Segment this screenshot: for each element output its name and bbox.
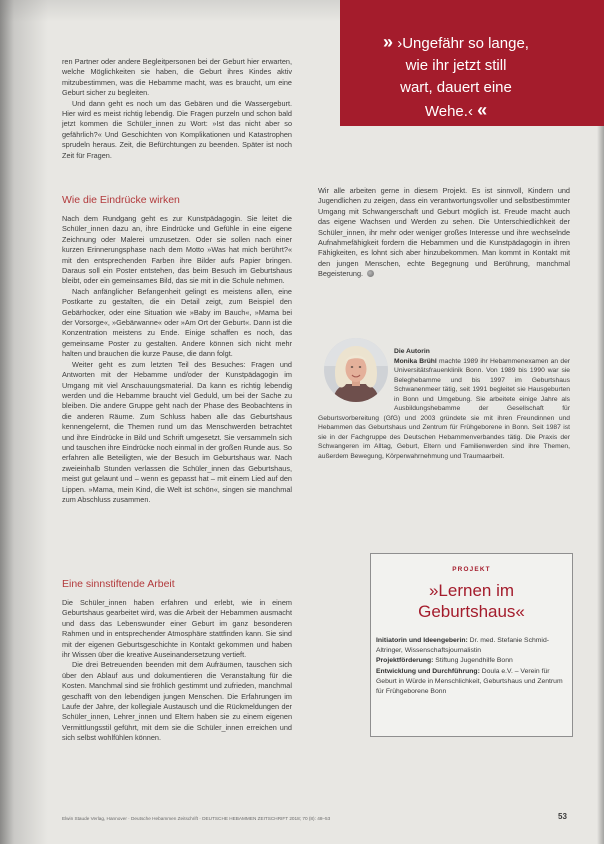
project-title-line: Geburtshaus« — [418, 602, 525, 621]
project-entry — [376, 636, 566, 656]
author-name: Monika Brühl — [394, 357, 437, 365]
body-paragraph: Nach dem Rundgang geht es zur Kunstpädagogin. Sie leitet die Schüler_innen dazu an, ihre Eindrücke und Gefühle in eine eigene Zeichnung oder Malerei umzusetzen. Oder sie sollen nach einer kurzen Erinnerungsphase nach dem Motto »Was hat mich berührt?« mit den entsprechenden Farben ihre Bilder aufs Papier bringen. Daraus soll ein Poster entstehen, das beim Besuch im Geburtshaus bleibt, oder ein gemeinsames Bild, das sie mit in die Schule nehmen. — [62, 214, 292, 286]
scan-top-shadow — [0, 0, 340, 22]
pull-quote-line: wart, dauert eine — [400, 79, 512, 96]
pull-quote-line: wie ihr jetzt still — [405, 57, 507, 74]
project-entry-term: Initiatorin und Ideengeberin: — [376, 637, 468, 644]
end-mark-icon — [367, 270, 374, 277]
pull-quote-line-text: Wehe.‹ — [424, 103, 473, 120]
scan-right-edge — [597, 0, 604, 844]
author-box — [318, 347, 570, 461]
section-2-body — [62, 598, 292, 744]
project-info-box — [370, 553, 573, 737]
project-label: PROJEKT — [452, 566, 491, 573]
quote-close-mark: « — [477, 100, 488, 120]
project-entry-value: Doula e.V. – Verein für Geburt in Würde in Menschlichkeit, Geburtshaus und Zentrum für Frühgeborene Bonn — [376, 667, 563, 696]
section-heading: Eine sinnstiftende Arbeit — [62, 578, 175, 590]
body-paragraph: ren Partner oder andere Begleitpersonen bei der Geburt hier erwarten, welche Möglichkeiten sie haben, die Geburt ihres Kindes aktiv mitzubestimmen, was die Hebamme macht, was es braucht, um eine Geburt sicher zu begleiten. — [62, 57, 292, 98]
project-title — [371, 580, 572, 622]
project-entry-term: Entwicklung und Durchführung: — [376, 667, 480, 675]
pull-quote — [352, 31, 560, 123]
project-entry — [376, 667, 566, 698]
project-entries — [376, 636, 566, 697]
section-heading: Wie die Eindrücke wirken — [62, 194, 180, 206]
pull-quote-box — [340, 0, 604, 126]
body-paragraph: Weiter geht es zum letzten Teil des Besuches: Fragen und Antworten mit der Hebamme und/oder der Kunstpädagogin im Umgang mit viel Anschauungsmaterial. Da kann es richtig lebendig werden und die Hebamme braucht viel Geduld, um bei der Sache zu bleiben. Die andere Gruppe geht nach der Phase des Beobachtens in die anderen Räume. Zum Schluss haben alle das Geburtshaus kennengelernt, die Themen rund um das Menschwerden betrachtet und ihre Eindrücke in Bild und Schrift umgesetzt. Sie versammeln sich und tauschen ihre Eindrücke noch einmal in der großen Runde aus. So erfahren alle Beteiligten, wie der Besuch im Geburtshaus war. Nach zweieinhalb Stunden verlassen die Schüler_innen das Geburtshaus, meist gut gelaunt und – wenn es gepasst hat – mit einem Lied auf den Lippen. »Mama, mein Kind, die Welt ist schön«, singen sie manchmal zum Abschluss zusammen. — [62, 359, 292, 504]
author-label: Die Autorin — [394, 348, 430, 355]
project-entry — [376, 656, 566, 666]
body-paragraph: Die drei Betreuenden beenden mit dem Aufräumen, tauschen sich über den Ablauf aus und dokumentieren die Veranstaltung für die Kosten. Manchmal sind sie fröhlich gestimmt und zufrieden, manchmal geschafft von den lebendigen jungen Menschen. Die Erfahrungen im Laufe der Jahre, der kollegiale Austausch und die Rückmeldungen der Schüler_innen, Lehrer_innen und Eltern haben sie zu einem eigenen Vermittlungsstil geführt, mit dem sie die Schüler_innen erreichen und sich selbst wohlfühlen können. — [62, 660, 292, 743]
author-bio: machte 1989 ihr Hebammenexamen an der Universitätsfrauenklinik Bonn. Von 1989 bis 1990 war sie Beleghebamme und bis 1997 im Geburtshaus Schwanenmeer tätig, seit 1991 begleitet sie Hausgeburten in Bonn und Umgebung. Sie arbeitete einige Jahre als Ausbildungshebamme der Gesellschaft für Geburtsvorbereitung (GfG) und 2003 gründete sie mit ihren Freundinnen und Hebammen das Geburtshaus und Zentrum für Frühgeborene in Bonn. Seit 1987 ist sie in der Fachgruppe des Deutschen Hebammenverbandes tätig. Die Praxis der Schwangeren im Alltag, Geburt, Eltern und Familienwerden sind ihre Themen, außerdem Bewegung, Körperwahrnehmung und Traumaarbeit. — [318, 357, 571, 460]
section-1-body — [62, 214, 292, 505]
closing-text: Wir alle arbeiten gerne in diesem Projekt. Es ist sinnvoll, Kindern und Jugendlichen zu zeigen, dass ein verantwortungsvoller und selbstbestimmter Umgang mit Schwangerschaft und Geburt möglich ist. Freude macht auch das eigene Wachsen und Werden zu sehen. Die Unterschiedlichkeit der Schüler_innen, ihr mehr oder weniger großes Interesse und ihre wechselnde Aufnahmefähigkeit fordern die Hebammen und die Kunstpädagogin in ihren Fähigkeiten, es lohnt sich aber hinzubekommen. Man kommt in Kontakt mit den jungen Menschen, echte Begegnung und Berührung, manchmal Begeisterung. — [318, 186, 570, 279]
project-entry-value: Dr. med. Stefanie Schmid-Altringer, Wissenschaftsjournalistin — [376, 637, 549, 655]
body-paragraph: Nach anfänglicher Befangenheit gelingt es meistens allen, eine Postkarte zu gestalten, die ein Detail zeigt, zum Beispiel den Gebärhocker, oder eine Situation wie »Baby im Bauch«, »Mama bei der Vorsorge«, »Gebärwanne« oder »Am Ort der Geburt«. Dann ist die Konzentration meistens zu Ende. Einige schaffen es noch, das gemeinsame Poster zu gestalten. Andere können sich nicht mehr halten und brauchen die kurze Pause, die dann folgt. — [62, 286, 292, 359]
footer-citation: Elwin Staude Verlag, Hannover · Deutsche Hebammen Zeitschrift · DEUTSCHE HEBAMMEN ZEITSCHRIFT 2018; 70 (8): 48–53 — [62, 816, 331, 821]
project-entry-term: Projektförderung: — [376, 657, 434, 665]
scan-binding-shadow — [0, 0, 50, 844]
pull-quote-line-text: ›Ungefähr so lange, — [397, 35, 529, 52]
page-number: 53 — [558, 812, 567, 821]
project-entry-value: Stiftung Jugendhilfe Bonn — [435, 657, 513, 665]
pull-quote-line — [352, 31, 560, 55]
article-closing — [318, 186, 570, 280]
project-title-line: »Lernen im — [428, 581, 515, 600]
body-paragraph — [318, 186, 570, 280]
quote-open-mark: » — [383, 32, 394, 52]
article-intro — [62, 57, 292, 161]
body-paragraph: Und dann geht es noch um das Gebären und die Wassergeburt. Hier wird es meist richtig lebendig. Die Fragen purzeln und schon bald jetzt kommen die Schüler_innen zu Wort: »Ist das nicht aber so gefährlich?« Und Geschichten von Komplikationen und Katastrophen sprudeln heraus. Zeit, die Befürchtungen zu beenden. Später ist noch Zeit für Fragen. — [62, 98, 292, 160]
author-portrait-icon — [324, 338, 388, 402]
author-photo — [324, 338, 388, 402]
body-paragraph: Die Schüler_innen haben erfahren und erlebt, wie in einem Geburtshaus gearbeitet wird, was die Arbeit der Hebammen ausmacht und dass das Lebenswunder einer Geburt im ganz besonderen Rahmen und in entsprechender Atmosphäre stattfinden kann. Sie sind mit der eigenen Geburtsgeschichte in Kontakt gekommen und haben ihr Wissen über die kreative Auseinandersetzung vertieft. — [62, 598, 292, 660]
pull-quote-line — [352, 99, 560, 123]
